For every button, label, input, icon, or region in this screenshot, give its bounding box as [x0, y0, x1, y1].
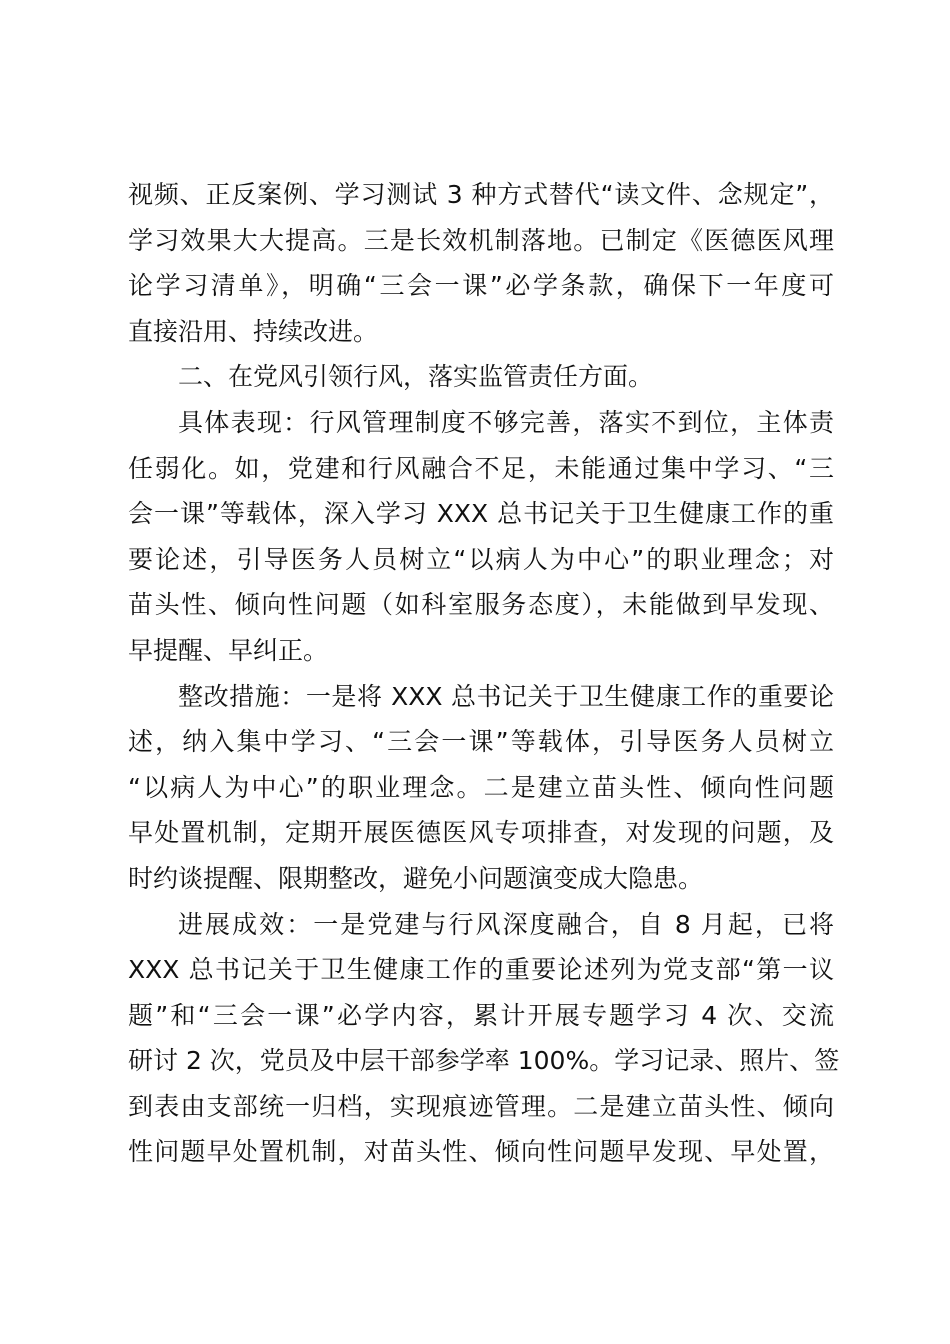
text-line: 视频、正反案例、学习测试 3 种方式替代“读文件、念规定”，: [128, 180, 834, 209]
text-line: “以病人为中心”的职业理念。二是建立苗头性、倾向性问题: [128, 772, 834, 802]
document-body: [128, 172, 840, 1175]
section-heading: [128, 354, 834, 400]
text-line: 具体表现：行风管理制度不够完善，落实不到位，主体责: [178, 407, 834, 437]
paragraph-specific-performance: [128, 400, 834, 674]
text-line: 早处置机制，定期开展医德医风专项排查，对发现的问题，及: [128, 818, 834, 848]
text-line: 研讨 2 次，党员及中层干部参学率 100%。学习记录、照片、签: [128, 1046, 840, 1076]
text-line: 早提醒、早纠正。: [128, 635, 329, 665]
text-line: 任弱化。如，党建和行风融合不足，未能通过集中学习、“三: [128, 453, 834, 483]
text-line: 论学习清单》，明确“三会一课”必学条款，确保下一年度可: [128, 271, 834, 301]
text-line: 学习效果大大提高。三是长效机制落地。已制定《医德医风理: [128, 225, 834, 255]
text-line: 时约谈提醒、限期整改，避免小问题演变成大隐患。: [128, 863, 704, 893]
text-line: 二、在党风引领行风，落实监管责任方面。: [178, 362, 654, 392]
text-line: XXX 总书记关于卫生健康工作的重要论述列为党支部“第一议: [128, 955, 834, 985]
text-line: 述，纳入集中学习、“三会一课”等载体，引导医务人员树立: [128, 727, 834, 757]
text-line: 进展成效：一是党建与行风深度融合，自 8 月起，已将: [178, 909, 834, 939]
text-line: 要论述，引导医务人员树立“以病人为中心”的职业理念；对: [128, 544, 834, 574]
text-line: 直接沿用、持续改进。: [128, 316, 379, 346]
text-line: 苗头性、倾向性问题（如科室服务态度），未能做到早发现、: [128, 590, 834, 620]
paragraph-continuation: [128, 172, 834, 354]
text-line: 会一课”等载体，深入学习 XXX 总书记关于卫生健康工作的重: [128, 499, 834, 529]
text-line: 到表由支部统一归档，实现痕迹管理。二是建立苗头性、倾向: [128, 1091, 834, 1121]
text-line: 性问题早处置机制，对苗头性、倾向性问题早发现、早处置，: [128, 1137, 834, 1167]
text-line: 题”和“三会一课”必学内容，累计开展专题学习 4 次、交流: [128, 1000, 834, 1030]
text-line: 整改措施：一是将 XXX 总书记关于卫生健康工作的重要论: [178, 681, 834, 711]
paragraph-progress-results: [128, 902, 840, 1176]
paragraph-rectification-measures: [128, 674, 834, 902]
